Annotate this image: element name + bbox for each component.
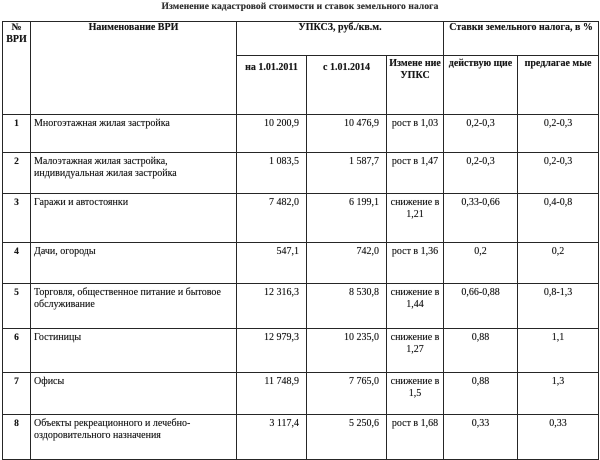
row-value-2014: 5 250,6	[349, 418, 379, 429]
header-period-2011: на 1.01.2011	[237, 56, 307, 115]
table-row	[3, 194, 599, 243]
table-header	[3, 22, 599, 115]
cadastral-table	[2, 21, 599, 460]
table-row	[3, 153, 599, 194]
document-title: Изменение кадастровой стоимости и ставок земельного налога	[161, 2, 439, 12]
row-rate-current: 0,2	[474, 246, 487, 257]
row-change: снижение в 1,21	[390, 197, 440, 220]
table-row	[3, 415, 599, 460]
row-change: рост в 1,68	[391, 418, 439, 429]
row-rate-current: 0,88	[471, 376, 490, 387]
row-value-2011: 547,1	[276, 246, 299, 257]
header-rate-proposed: предлагае мые	[518, 56, 599, 115]
row-no: 7	[14, 377, 19, 387]
header-change: Измене ние УПКС	[387, 56, 444, 115]
row-change: снижение в 1,5	[390, 376, 440, 399]
row-value-2014: 742,0	[356, 246, 379, 257]
row-value-2014: 7 765,0	[349, 376, 379, 387]
row-rate-current: 0,88	[471, 332, 490, 343]
table-row	[3, 115, 599, 153]
header-name: Наименование ВРИ	[31, 22, 237, 115]
table-row	[3, 329, 599, 373]
row-rate-proposed: 0,2	[551, 246, 565, 257]
row-value-2011: 12 316,3	[264, 287, 299, 298]
row-value-2014: 10 476,9	[344, 118, 379, 129]
row-change: рост в 1,03	[391, 118, 439, 129]
header-no: № ВРИ	[3, 22, 31, 115]
row-name: Малоэтажная жилая застройка, индивидуальная жилая застройка	[34, 156, 177, 179]
row-no: 1	[14, 119, 19, 129]
row-value-2011: 3 117,4	[269, 418, 299, 429]
row-no: 2	[14, 157, 19, 167]
header-upksz: УПКСЗ, руб./кв.м.	[237, 22, 444, 56]
table-row	[3, 373, 599, 415]
row-name: Офисы	[34, 376, 65, 387]
row-rate-current: 0,2-0,3	[466, 118, 495, 129]
row-rate-proposed: 0,2-0,3	[543, 156, 573, 167]
row-value-2011: 1 083,5	[269, 156, 299, 167]
row-value-2014: 6 199,1	[349, 197, 379, 208]
row-name: Объекты рекреационного и лечебно-оздоровительного назначения	[34, 418, 191, 441]
row-no: 8	[14, 419, 19, 429]
row-no: 4	[14, 247, 19, 257]
row-rate-proposed: 1,3	[551, 376, 565, 387]
row-no: 3	[14, 198, 19, 208]
row-no: 5	[14, 288, 19, 298]
row-no: 6	[14, 333, 19, 343]
row-name: Многоэтажная жилая застройка	[34, 118, 170, 129]
row-rate-proposed: 0,33	[549, 418, 567, 429]
row-value-2014: 1 587,7	[349, 156, 379, 167]
row-name: Дачи, огороды	[34, 246, 96, 257]
row-value-2011: 11 748,9	[264, 376, 299, 387]
header-rates: Ставки земельного налога, в %	[444, 22, 599, 56]
table-row	[3, 284, 599, 329]
table-row	[3, 243, 599, 284]
row-rate-current: 0,33	[471, 418, 490, 429]
table-body	[3, 115, 599, 460]
row-name: Гаражи и автостоянки	[34, 197, 129, 208]
row-change: рост в 1,47	[391, 156, 439, 167]
header-period-2014: с 1.01.2014	[307, 56, 387, 115]
row-value-2014: 10 235,0	[344, 332, 379, 343]
row-name: Торговля, общественное питание и бытовое обслуживание	[34, 287, 221, 310]
row-name: Гостиницы	[34, 332, 82, 343]
row-rate-proposed: 0,2-0,3	[543, 118, 573, 129]
row-rate-proposed: 0,8-1,3	[543, 287, 573, 298]
row-change: снижение в 1,44	[390, 287, 440, 310]
row-value-2011: 7 482,0	[269, 197, 299, 208]
row-value-2014: 8 530,8	[349, 287, 379, 298]
row-rate-current: 0,2-0,3	[466, 156, 495, 167]
row-change: рост в 1,36	[391, 246, 439, 257]
row-rate-current: 0,33-0,66	[461, 197, 500, 208]
header-rate-current: действую щие	[444, 56, 518, 115]
row-rate-proposed: 1,1	[551, 332, 565, 343]
row-rate-current: 0,66-0,88	[461, 287, 500, 298]
row-change: снижение в 1,27	[390, 332, 440, 355]
row-rate-proposed: 0,4-0,8	[543, 197, 573, 208]
row-value-2011: 12 979,3	[264, 332, 299, 343]
row-value-2011: 10 200,9	[264, 118, 299, 129]
